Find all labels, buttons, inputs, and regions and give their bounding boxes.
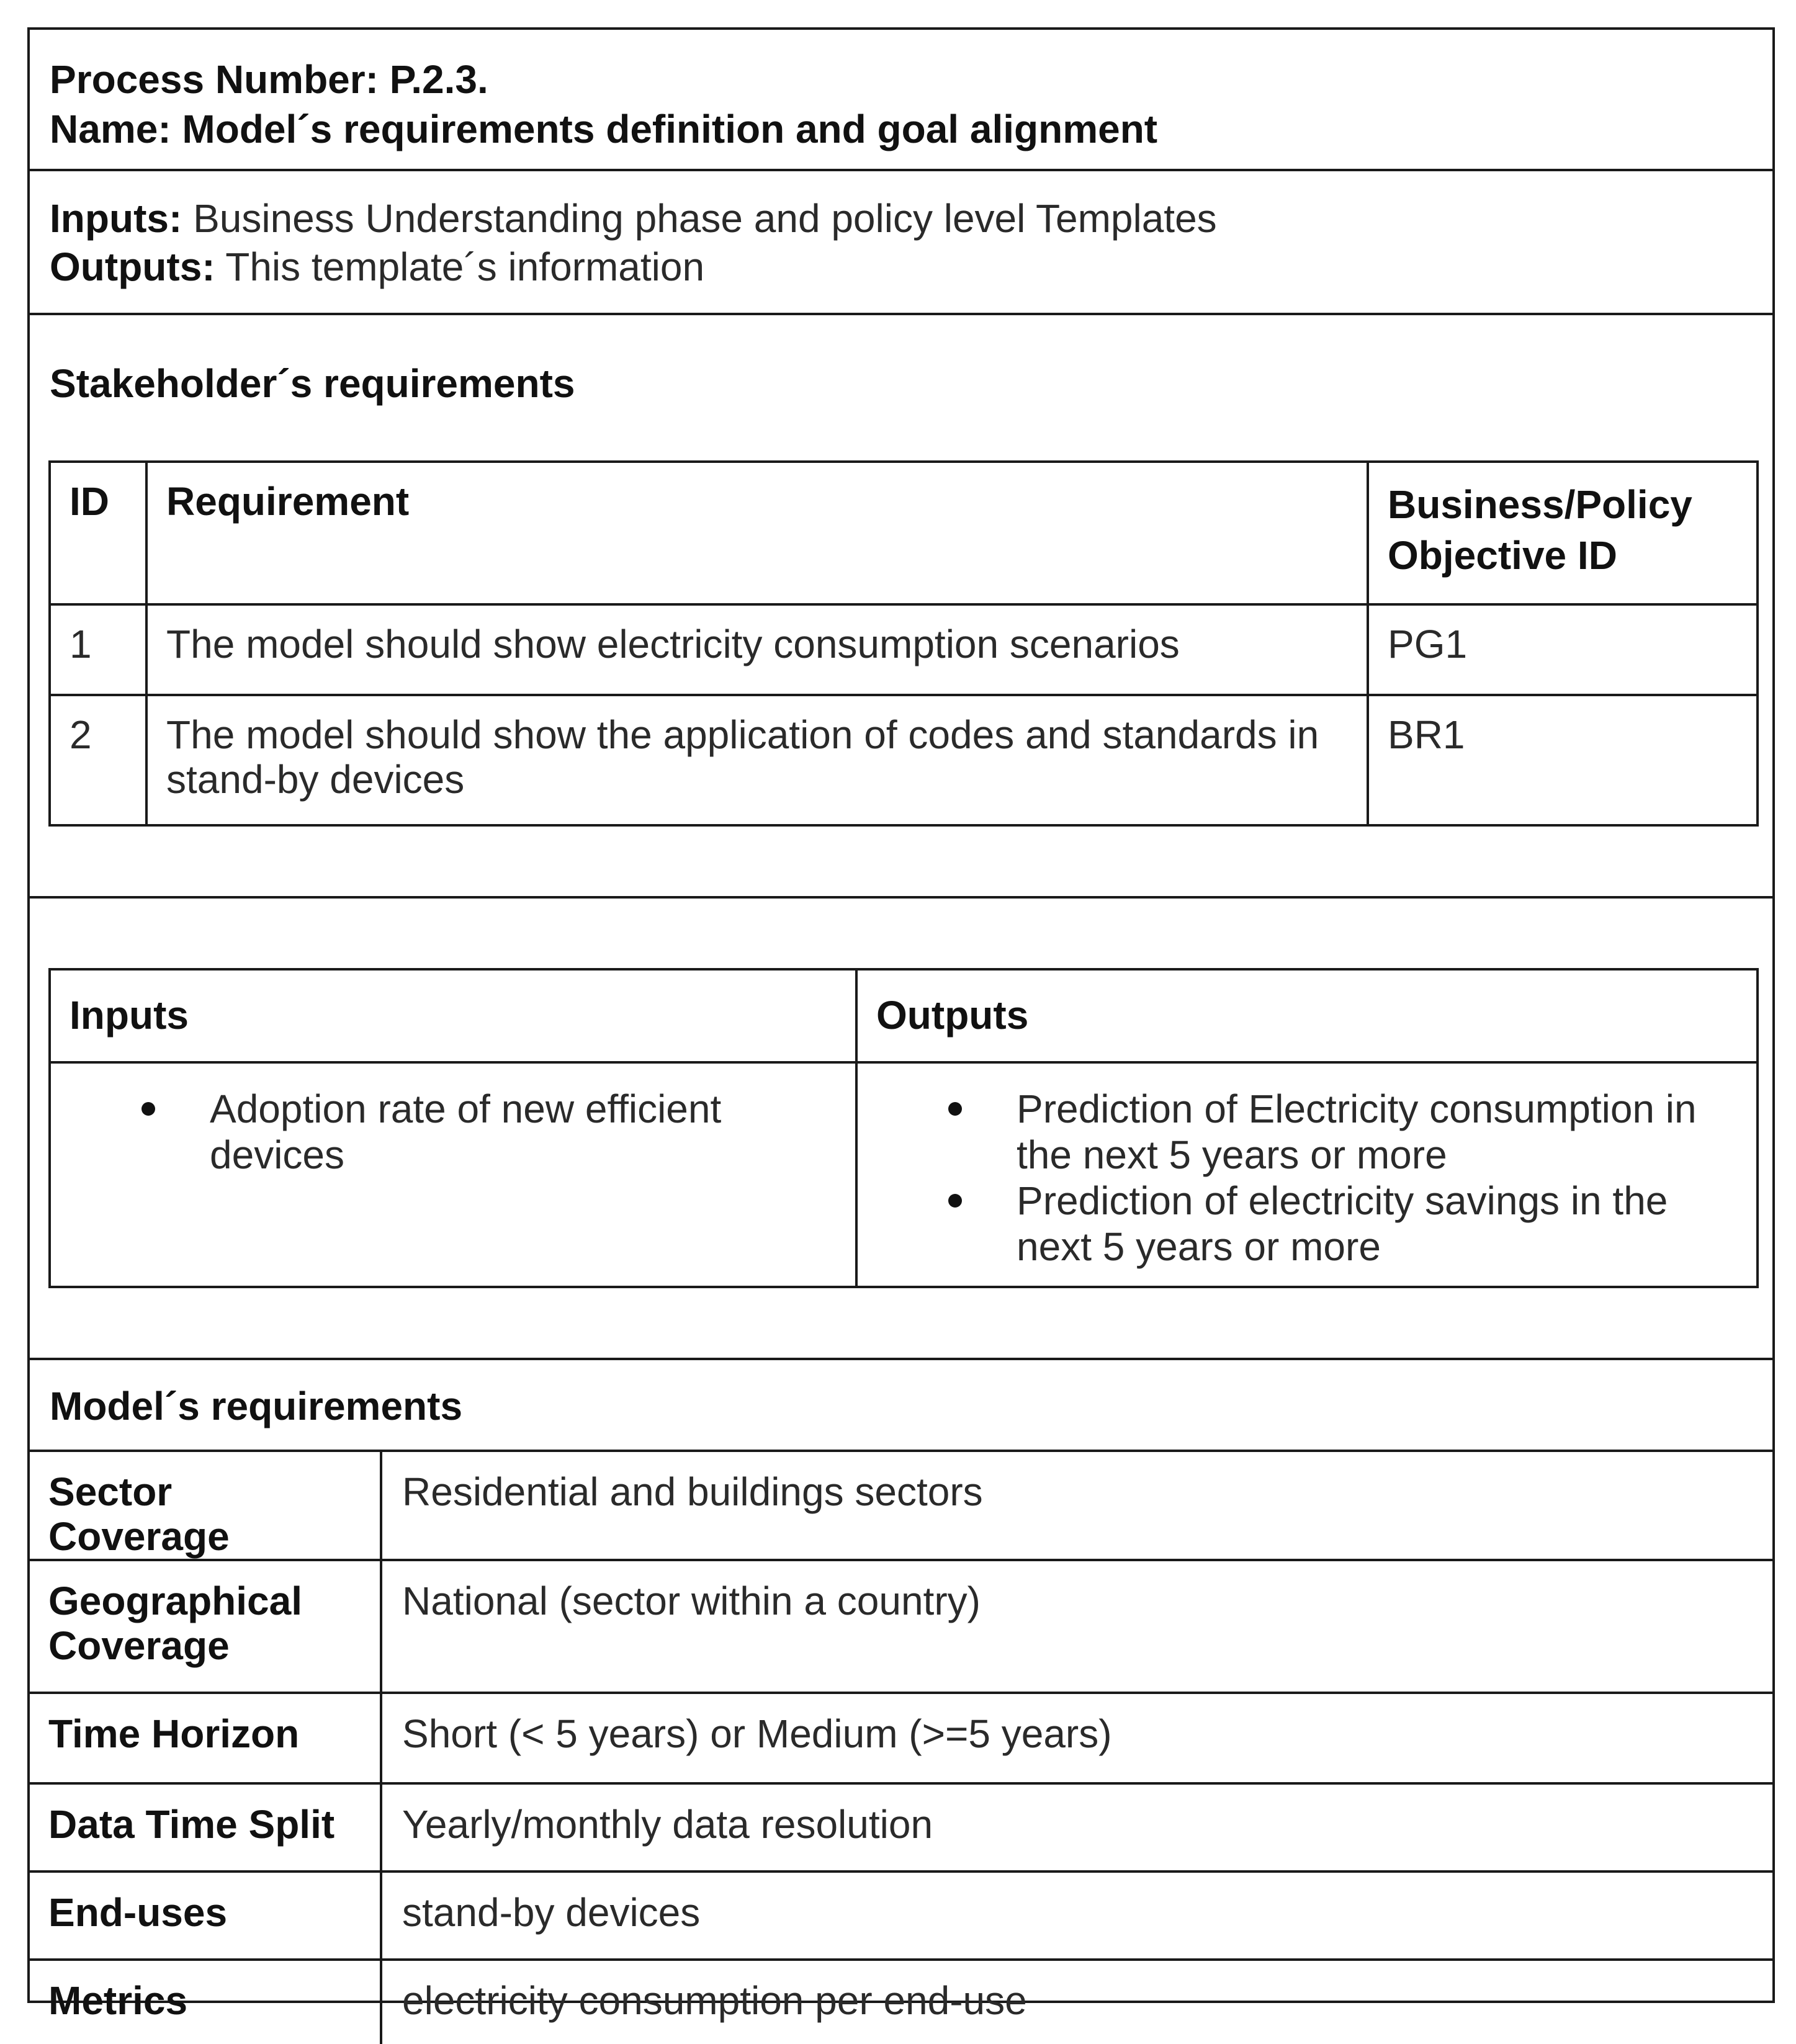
requirement-key: Metrics xyxy=(27,1960,381,2044)
model-section xyxy=(30,1360,1772,2023)
io-inputs-value: Business Understanding phase and policy level Templates xyxy=(193,196,1217,241)
table-row xyxy=(27,1960,1775,2044)
process-name xyxy=(50,104,1157,154)
list-item-text: Prediction of electricity savings in the next 5 years or more xyxy=(1017,1178,1668,1269)
bullet-icon xyxy=(948,1102,962,1116)
outputs-cell xyxy=(856,1062,1758,1287)
stakeholder-header-row xyxy=(50,462,1758,604)
row-id: 2 xyxy=(50,695,146,825)
stakeholder-section xyxy=(30,315,1772,899)
io-summary xyxy=(30,171,1772,315)
row-objective: PG1 xyxy=(1368,604,1758,695)
stakeholder-title: Stakeholder´s requirements xyxy=(50,361,575,406)
row-id: 1 xyxy=(50,604,146,695)
table-row xyxy=(50,604,1758,695)
row-requirement: The model should show electricity consumption scenarios xyxy=(146,604,1368,695)
requirement-value: Short (< 5 years) or Medium (>=5 years) xyxy=(381,1693,1775,1783)
stakeholder-table xyxy=(48,460,1759,827)
requirement-key: Geographical Coverage xyxy=(27,1560,381,1693)
inputs-list xyxy=(51,1086,837,1178)
requirement-value: National (sector within a country) xyxy=(381,1560,1775,1693)
requirement-value: stand-by devices xyxy=(381,1871,1775,1960)
bullet-icon xyxy=(948,1194,962,1208)
row-requirement: The model should show the application of codes and standards in stand-by devices xyxy=(146,695,1368,825)
table-row xyxy=(27,1871,1775,1960)
requirement-value: electricity consumption per end-use xyxy=(381,1960,1775,2044)
column-header-id: ID xyxy=(50,462,146,604)
requirement-key: Data Time Split xyxy=(27,1783,381,1871)
bullet-icon xyxy=(141,1102,155,1116)
io-inputs xyxy=(50,194,1217,243)
column-header-requirement: Requirement xyxy=(146,462,1368,604)
list-item-text: Prediction of Electricity consumption in the next 5 years or more xyxy=(1017,1087,1697,1177)
column-header-inputs: Inputs xyxy=(50,969,856,1062)
table-row xyxy=(50,695,1758,825)
process-number-label: Process Number: xyxy=(50,57,379,102)
table-row xyxy=(27,1693,1775,1783)
inputs-outputs-body-row xyxy=(50,1062,1758,1287)
table-row xyxy=(27,1560,1775,1693)
model-title: Model´s requirements xyxy=(50,1384,463,1428)
inputs-outputs-header-row xyxy=(50,969,1758,1062)
list-item xyxy=(858,1178,1738,1270)
io-outputs-label: Outputs: xyxy=(50,244,215,289)
process-header xyxy=(30,30,1772,171)
list-item xyxy=(51,1086,837,1178)
process-number-value: P.2.3. xyxy=(389,57,488,102)
process-number xyxy=(50,55,488,104)
column-header-objective: Business/Policy Objective ID xyxy=(1368,462,1758,604)
outputs-list xyxy=(858,1086,1738,1270)
list-item-text: Adoption rate of new efficient devices xyxy=(210,1087,722,1177)
column-header-outputs: Outputs xyxy=(856,969,1758,1062)
process-template xyxy=(27,27,1775,2023)
inputs-cell xyxy=(50,1062,856,1287)
requirement-value: Yearly/monthly data resolution xyxy=(381,1783,1775,1871)
io-outputs-value: This template´s information xyxy=(225,244,705,289)
table-row xyxy=(27,1451,1775,1560)
model-requirements-table xyxy=(27,1450,1775,2044)
inputs-outputs-section xyxy=(30,899,1772,1360)
table-row xyxy=(27,1783,1775,1871)
requirement-key: Time Horizon xyxy=(27,1693,381,1783)
row-objective: BR1 xyxy=(1368,695,1758,825)
requirement-value: Residential and buildings sectors xyxy=(381,1451,1775,1560)
requirement-key: End-uses xyxy=(27,1871,381,1960)
requirement-key: Sector Coverage xyxy=(27,1451,381,1560)
process-name-label: Name: xyxy=(50,107,171,151)
inputs-outputs-table xyxy=(48,968,1759,1288)
process-name-value: Model´s requirements definition and goal alignment xyxy=(182,107,1158,151)
io-inputs-label: Inputs: xyxy=(50,196,182,241)
io-outputs xyxy=(50,242,704,292)
list-item xyxy=(858,1086,1738,1178)
